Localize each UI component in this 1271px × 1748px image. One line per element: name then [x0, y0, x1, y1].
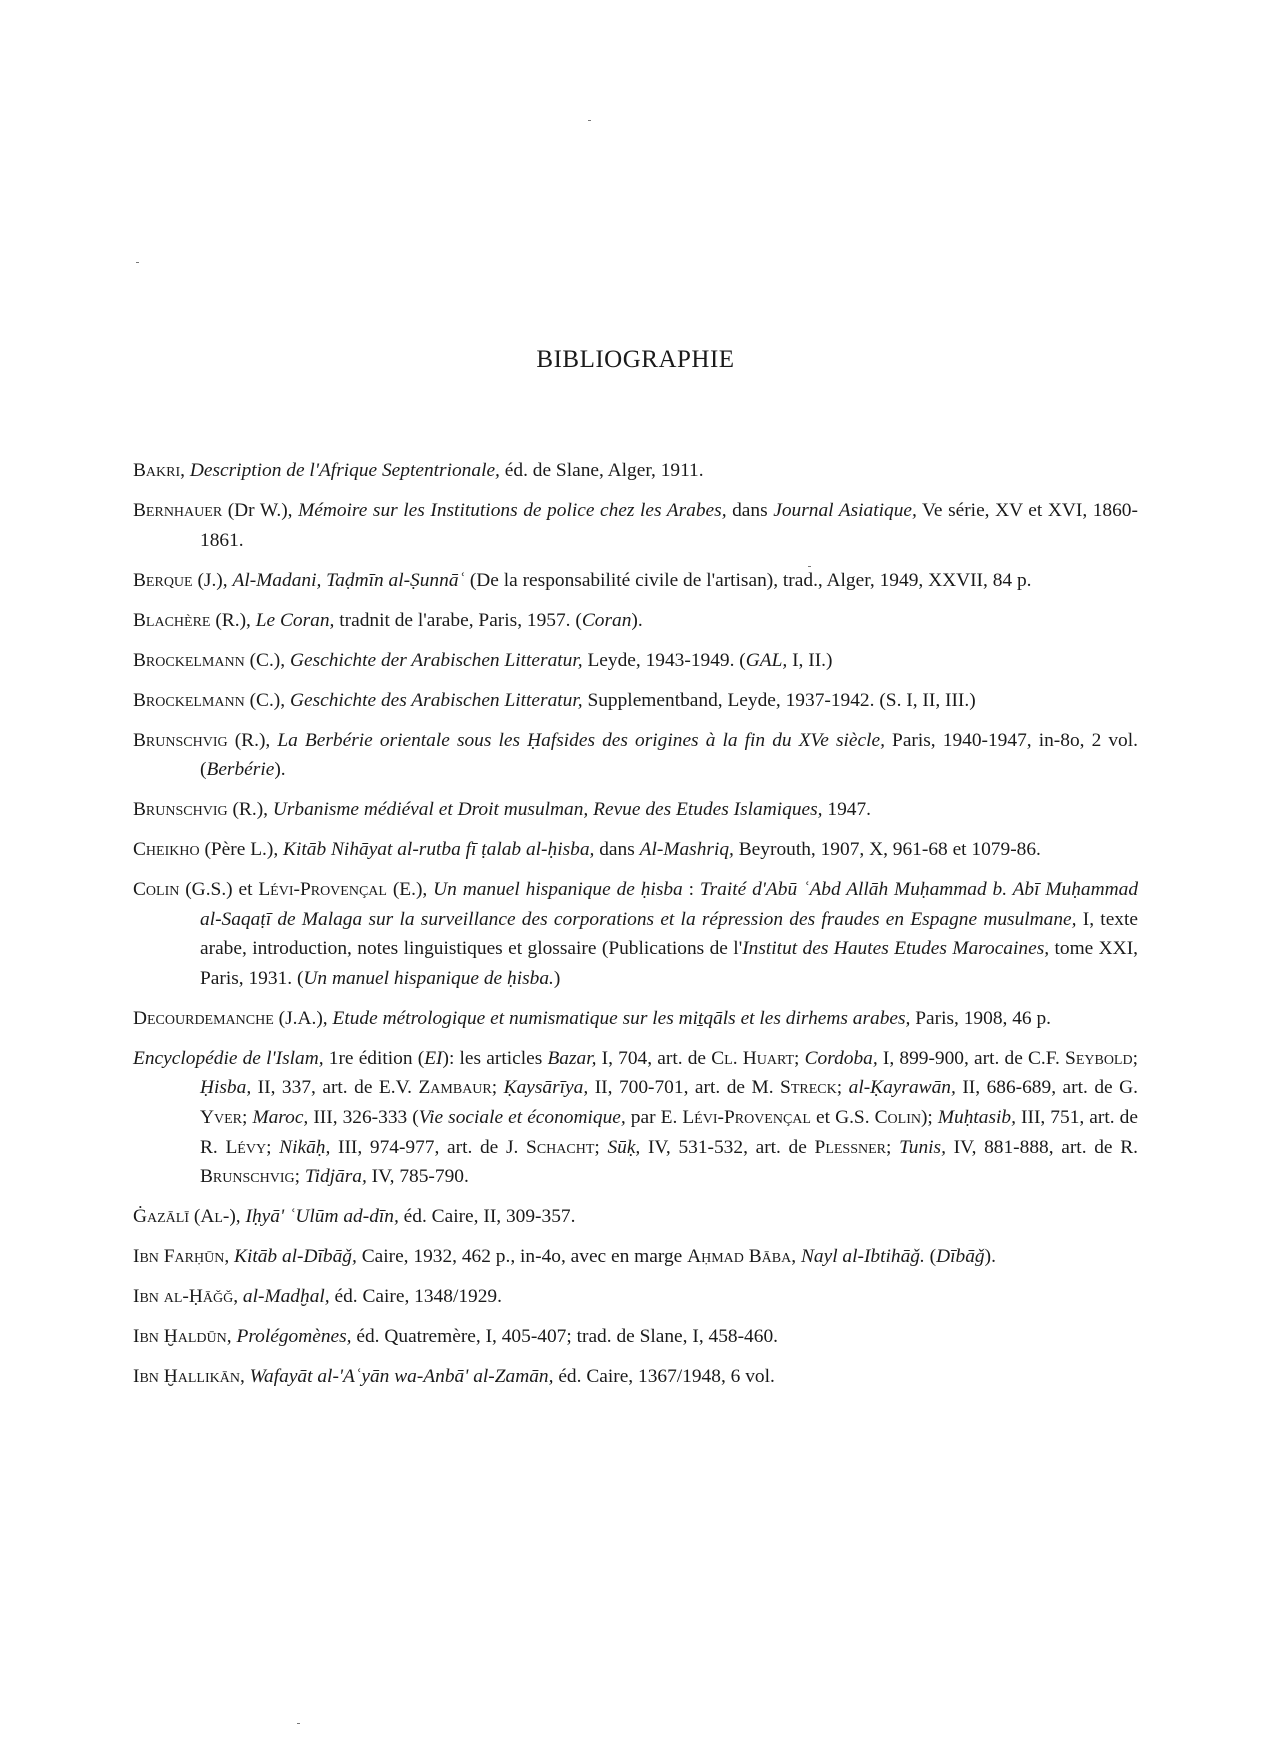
entry-title: Wafayāt al-'Aʿyān wa-Anbā' al-Zamān,: [249, 1366, 554, 1388]
entry-title: Traité d'Abū ʿAbd Allāh Muḥammad b. Abī Muḥammad al-Saqaṭī de Malaga sur la surveillance des corporations et la répression des fraudes en Espagne musulmane,: [200, 879, 1139, 930]
entry-text: II, 686-689, art. de: [955, 1077, 1120, 1099]
entry-title: Geschichte der Arabischen Litteratur,: [289, 649, 583, 671]
entry-text: tradnit de l'arabe, Paris, 1957. (: [334, 609, 582, 631]
entry-text: ;: [836, 1077, 849, 1099]
entry-author: R. Lévy: [200, 1136, 267, 1158]
entry-title: Bazar,: [547, 1047, 597, 1069]
entry-title: Mémoire sur les Institutions de police chez les Arabes,: [298, 499, 727, 521]
entry-title: Description de l'Afrique Septentrionale,: [189, 460, 500, 481]
entry-title: Ḥisba,: [200, 1077, 252, 1099]
scan-speck: [588, 120, 591, 121]
entry-title: Dībāǧ: [936, 1246, 985, 1268]
entry-author: M. Streck: [751, 1077, 837, 1099]
bibliography-entry: [133, 686, 1138, 716]
entry-author: Decourdemanche: [133, 1007, 274, 1029]
entry-text: éd. de Slane, Alger, 1911.: [499, 460, 704, 481]
entry-title: Encyclopédie de l'Islam,: [133, 1047, 324, 1069]
bibliography-entry: [133, 496, 1138, 555]
entry-text: (De la responsabilité civile de l'artisan), trad., Alger, 1949, XXVII, 84 p.: [464, 569, 1032, 591]
entry-text: (E.),: [386, 879, 434, 901]
entry-title: Urbanisme médiéval et Droit musulman, Revue des Etudes Islamiques,: [272, 799, 823, 821]
entry-text: par: [625, 1106, 661, 1128]
entry-text: ;: [594, 1136, 608, 1158]
entry-text: (: [189, 1206, 201, 1228]
entry-text: ).: [984, 1246, 996, 1268]
entry-text: ).: [631, 609, 643, 631]
entry-text: ;: [794, 1047, 805, 1069]
entry-text: I, texte arabe, introduction, notes linguistiques et glossaire (Publications de l': [200, 908, 1138, 960]
bibliography-entry: [133, 566, 1138, 596]
entry-text: IV, 881-888, art. de: [945, 1136, 1121, 1158]
entry-text: (J.A.),: [273, 1007, 333, 1029]
entry-author: Blachère: [133, 609, 211, 631]
entry-author: C.F. Seybold: [1028, 1047, 1133, 1069]
entry-author: Aḥmad Bāba,: [687, 1246, 797, 1268]
entry-text: tome XXI, Paris, 1931. (: [200, 938, 1138, 989]
bibliography-entry: [133, 1004, 1138, 1034]
entry-text: ;: [491, 1077, 504, 1099]
entry-title: La Berbérie orientale sous les Ḥafsides des origines à la fin du XVe siècle,: [277, 729, 885, 751]
entry-title: al-Ḳayrawān,: [848, 1077, 956, 1099]
bibliography-entry: [133, 1242, 1138, 1272]
entry-title: Berbérie: [206, 759, 275, 781]
entry-title: Kitāb Nihāyat al-rutba fī ṭalab al-ḥisba,: [283, 839, 595, 861]
entry-author: G. Yver: [200, 1077, 1138, 1128]
entry-text: (Dr W.),: [222, 499, 299, 521]
entry-text: (: [924, 1246, 937, 1268]
entry-title: Kitāb al-Dībāǧ,: [234, 1246, 357, 1268]
entry-text: Supplementband, Leyde, 1937-1942. (S. I, II, III.): [582, 689, 976, 711]
bibliography-entry: [133, 1362, 1138, 1392]
bibliography-list: [133, 456, 1138, 1402]
entry-author: Brunschvig: [133, 799, 228, 821]
entry-text: et: [810, 1106, 836, 1128]
entry-author: Colin: [133, 879, 180, 901]
entry-author: E.V. Zambaur: [378, 1077, 492, 1099]
bibliography-entry: [133, 726, 1138, 785]
entry-text: éd. Quatremère, I, 405-407; trad. de Slane, I, 458-460.: [351, 1326, 778, 1348]
entry-title: Institut des Hautes Etudes Marocaines,: [742, 938, 1050, 960]
entry-text: (Père L.),: [199, 839, 284, 861]
entry-text: (G.S.) et: [179, 879, 259, 901]
bibliography-entry: [133, 1322, 1138, 1352]
entry-text: Leyde, 1943-1949. (: [582, 649, 746, 671]
entry-text: 1947.: [822, 799, 872, 821]
entry-text: Paris, 1908, 46 p.: [910, 1007, 1051, 1029]
entry-text: );: [920, 1106, 938, 1128]
bibliography-entry: [133, 606, 1138, 636]
entry-text: (C.),: [244, 689, 290, 711]
entry-text: III, 751, art. de: [1015, 1106, 1138, 1128]
entry-text: (R.),: [227, 799, 273, 821]
entry-title: al-Madḫal,: [242, 1286, 330, 1308]
entry-author: Cl. Huart: [711, 1047, 795, 1069]
entry-author: Brockelmann: [133, 649, 245, 671]
bibliography-entry: [133, 456, 1138, 486]
entry-author: Ibn Farḥūn,: [133, 1246, 230, 1268]
scan-speck: [136, 262, 139, 263]
entry-text: 1re édition (: [323, 1047, 425, 1069]
entry-title: Journal Asiatique,: [773, 499, 917, 521]
entry-text: (C.),: [244, 649, 290, 671]
entry-text: Paris, 1940-1947, in-8o, 2 vol. (: [200, 729, 1138, 781]
entry-title: Un manuel hispanique de ḥisba.: [303, 967, 554, 989]
entry-title: Tidjāra,: [304, 1166, 367, 1188]
entry-author: Ġazālī: [133, 1206, 189, 1228]
entry-title: Muḥtasib,: [937, 1106, 1016, 1128]
entry-title: Nikāḥ,: [279, 1136, 331, 1158]
entry-title: Sūḳ,: [607, 1136, 641, 1158]
entry-text: Beyrouth, 1907, X, 961-68 et 1079-86.: [733, 839, 1041, 861]
entry-author: R. Brunschvig: [200, 1136, 1138, 1188]
entry-text: IV, 531-532, art. de: [640, 1136, 815, 1158]
entry-author: Ibn al-Ḥāǧǧ,: [133, 1286, 239, 1308]
entry-title: Ḳaysārīya,: [503, 1077, 589, 1099]
entry-text: Caire, 1932, 462 p., in-4o, avec en marge: [356, 1246, 688, 1268]
entry-title: Coran: [581, 609, 632, 631]
entry-text: ;: [1132, 1047, 1138, 1069]
entry-text: III, 326-333 (: [308, 1106, 419, 1128]
entry-author: Brunschvig: [133, 729, 228, 751]
entry-text: II, 337, art. de: [251, 1077, 379, 1099]
entry-text: ;: [266, 1136, 280, 1158]
entry-text: éd. Caire, 1367/1948, 6 vol.: [553, 1366, 775, 1388]
entry-author: Ibn Ḫallikān,: [133, 1366, 245, 1388]
entry-title: Prolégomènes,: [236, 1326, 352, 1348]
entry-author: Cheikho: [133, 839, 200, 861]
entry-author: J. Schacht: [505, 1136, 595, 1158]
entry-text: dans: [726, 499, 774, 521]
entry-title: Etude métrologique et numismatique sur les miṯqāls et les dirhems arabes,: [332, 1007, 911, 1029]
bibliography-entry: [133, 795, 1138, 825]
entry-title: EI: [424, 1047, 443, 1069]
page-title: BIBLIOGRAPHIE: [536, 346, 735, 373]
entry-text: ): [553, 967, 561, 989]
entry-author: G.S. Colin: [835, 1106, 921, 1128]
entry-text: ): les articles: [442, 1047, 548, 1069]
entry-author: Ibn Ḫaldūn,: [133, 1326, 232, 1348]
entry-title: Geschichte des Arabischen Litteratur,: [289, 689, 583, 711]
entry-text: I, II.): [787, 649, 833, 671]
entry-text: ).: [274, 759, 286, 781]
entry-title: Al-Madani, Taḍmīn al-Ṣunnāʿ: [232, 569, 465, 591]
entry-text: (R.),: [210, 609, 256, 631]
entry-title: Tunis,: [899, 1136, 946, 1158]
entry-text: I, 899-900, art. de: [877, 1047, 1028, 1069]
entry-author: Lévi-Provençal: [258, 879, 387, 901]
entry-author: Al: [200, 1206, 223, 1228]
entry-text: dans: [594, 839, 640, 861]
entry-author: Berque: [133, 569, 193, 591]
entry-text: ;: [242, 1106, 253, 1128]
entry-text: ;: [886, 1136, 900, 1158]
scan-speck: [297, 1723, 300, 1724]
entry-author: Plessner: [814, 1136, 886, 1158]
entry-text: IV, 785-790.: [366, 1166, 469, 1188]
entry-title: Nayl al-Ibtihāǧ.: [800, 1246, 925, 1268]
bibliography-entry: [133, 646, 1138, 676]
bibliography-entry: [133, 1044, 1138, 1192]
entry-title: Vie sociale et économique,: [418, 1106, 626, 1128]
entry-text: ;: [294, 1166, 305, 1188]
entry-title: GAL,: [745, 649, 788, 671]
entry-title: Maroc,: [252, 1106, 309, 1128]
entry-text: (R.),: [227, 729, 278, 751]
bibliography-entry: [133, 875, 1138, 993]
entry-author: E. Lévi-Provençal: [660, 1106, 811, 1128]
entry-text: (J.),: [192, 569, 233, 591]
entry-title: Iḥyā' ʿUlūm ad-dīn,: [245, 1206, 399, 1228]
entry-text: Ve série, XV et XVI, 1860-1861.: [200, 499, 1138, 551]
entry-title: Le Coran,: [255, 609, 335, 631]
entry-text: II, 700-701, art. de: [588, 1077, 752, 1099]
entry-title: Al-Mashriq,: [639, 839, 734, 861]
entry-title: Cordoba,: [804, 1047, 878, 1069]
entry-author: Bakri,: [133, 460, 186, 481]
entry-title: Un manuel hispanique de ḥisba: [433, 879, 683, 901]
entry-author: Bernhauer: [133, 499, 223, 521]
entry-text: éd. Caire, II, 309-357.: [398, 1206, 576, 1228]
bibliography-entry: [133, 1282, 1138, 1312]
entry-text: III, 974-977, art. de: [330, 1136, 506, 1158]
bibliography-entry: [133, 835, 1138, 865]
entry-text: -),: [222, 1206, 246, 1228]
entry-text: :: [682, 879, 700, 901]
entry-text: éd. Caire, 1348/1929.: [329, 1286, 502, 1308]
entry-author: Brockelmann: [133, 689, 245, 711]
bibliography-entry: [133, 1202, 1138, 1232]
entry-text: I, 704, art. de: [596, 1047, 712, 1069]
